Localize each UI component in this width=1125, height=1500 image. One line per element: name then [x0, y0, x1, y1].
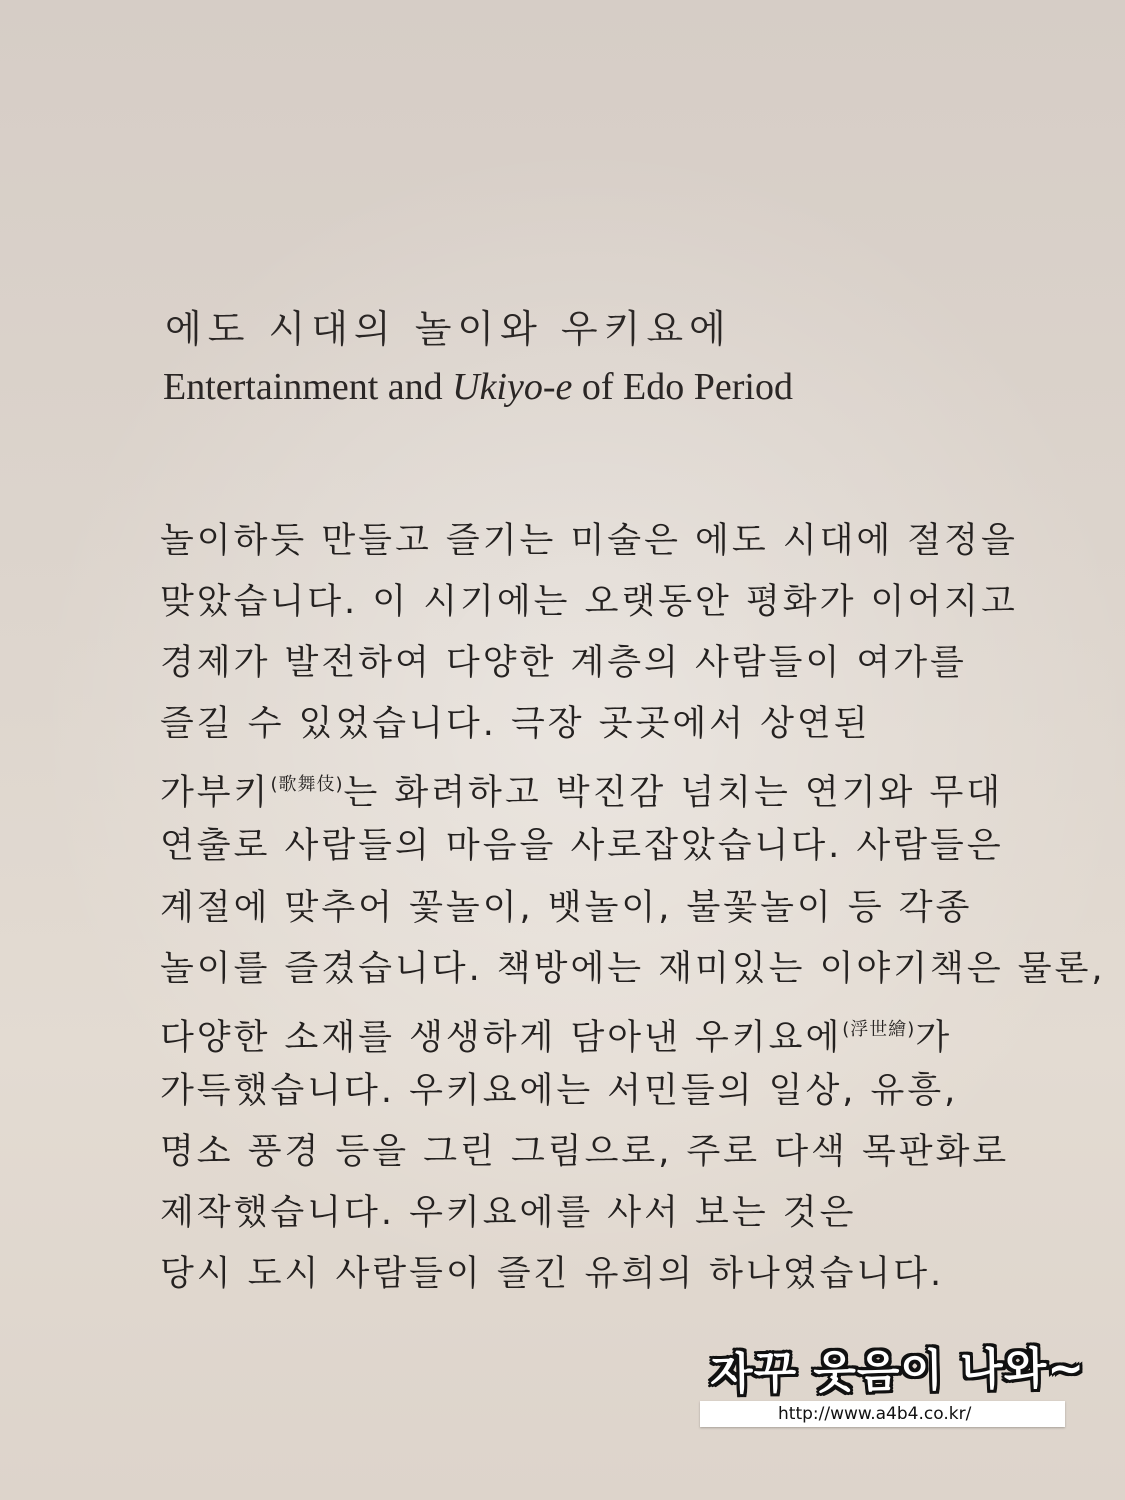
text-line: 명소 풍경 등을 그린 그림으로, 주로 다색 목판화로 [160, 1131, 1010, 1172]
korean-title: 에도 시대의 놀이와 우키요에 [165, 307, 732, 351]
watermark-url-bar [700, 1401, 1065, 1427]
text-line: 연출로 사람들의 마음을 사로잡았습니다. 사람들은 [160, 826, 1004, 867]
text-segment: 다양한 소재를 생생하게 담아낸 우키요에 [160, 1017, 843, 1058]
hanja-annotation: (歌舞伎) [270, 774, 344, 796]
english-title-part: Entertainment and [163, 366, 453, 408]
watermark-url: http://www.a4b4.co.kr/ [778, 1404, 972, 1424]
text-line: 가득했습니다. 우키요에는 서민들의 일상, 유흥, [160, 1070, 959, 1111]
text-line: 놀이하듯 만들고 즐기는 미술은 에도 시대에 절정을 [160, 521, 1018, 561]
text-segment: 가부키 [160, 773, 271, 814]
text-line: 놀이를 즐겼습니다. 책방에는 재미있는 이야기책은 물론, [160, 948, 1106, 989]
description-text [160, 515, 1106, 1309]
text-line [160, 1004, 1070, 1065]
text-segment: 는 화려하고 박진감 넘치는 연기와 무대 [343, 773, 1004, 814]
english-title [163, 365, 793, 409]
hanja-annotation: (浮世繪) [842, 1018, 916, 1040]
watermark-caption: 자꾸 웃음이 나와~ [709, 1342, 1086, 1401]
text-line: 즐길 수 있었습니다. 극장 곳곳에서 상연된 [160, 704, 871, 745]
text-segment: 가 [915, 1017, 953, 1058]
english-title-italic: Ukiyo-e [452, 366, 573, 408]
text-line: 맞았습니다. 이 시기에는 오랫동안 평화가 이어지고 [160, 582, 1018, 623]
text-line [160, 759, 1070, 820]
text-line: 제작했습니다. 우키요에를 사서 보는 것은 [160, 1193, 857, 1234]
site-watermark [700, 1335, 1086, 1427]
wall-label-panel [160, 0, 1106, 1500]
text-line: 계절에 맞추어 꽃놀이, 뱃놀이, 불꽃놀이 등 각종 [160, 887, 973, 928]
english-title-part: of Edo Period [572, 366, 793, 408]
text-line: 당시 도시 사람들이 즐긴 유희의 하나였습니다. [160, 1254, 945, 1295]
text-line: 경제가 발전하여 다양한 계층의 사람들이 여가를 [160, 643, 967, 684]
